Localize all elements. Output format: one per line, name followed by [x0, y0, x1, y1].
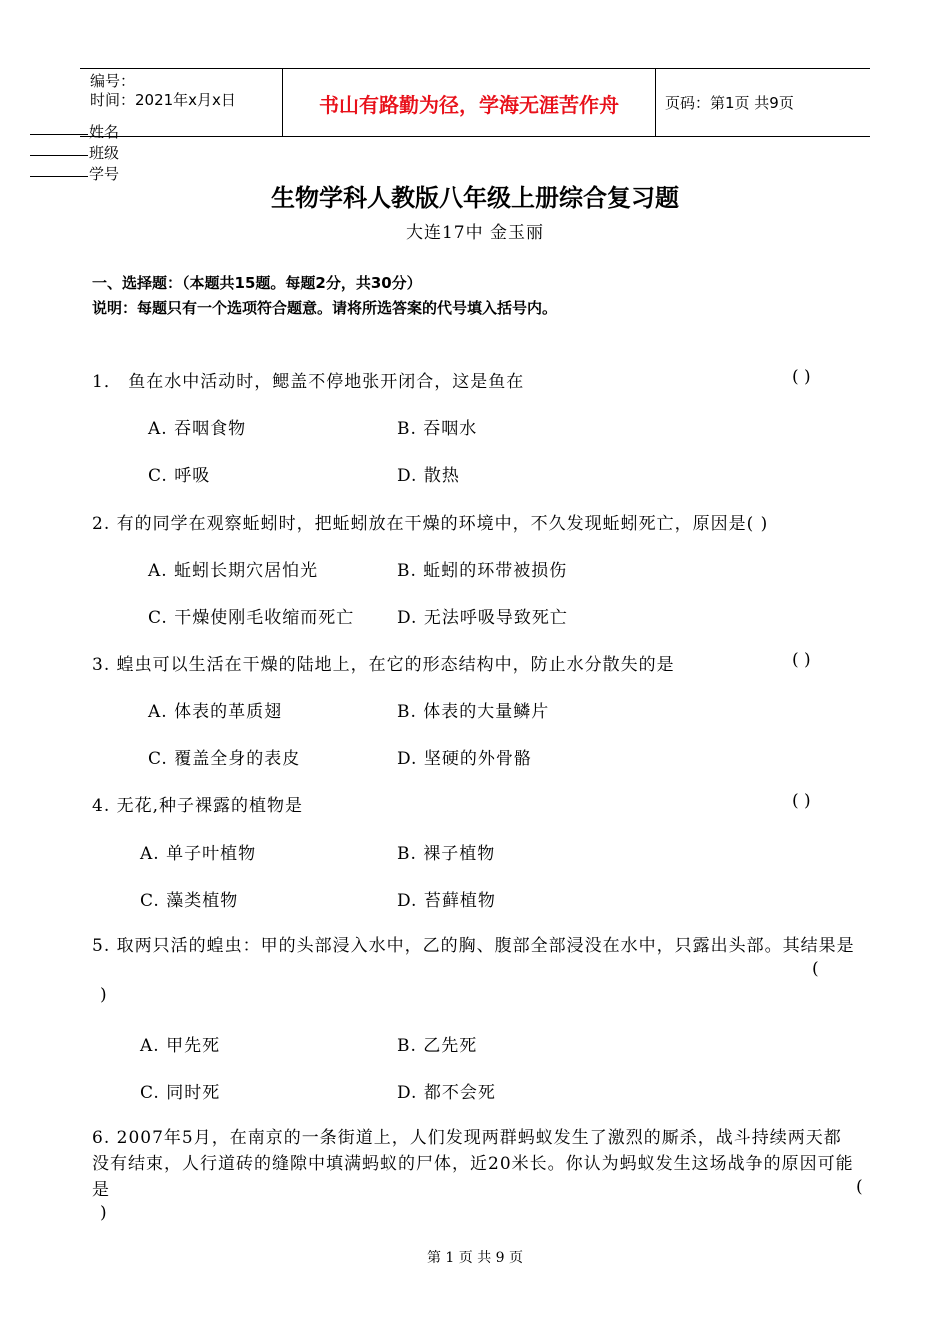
header-page-info: 页码：第1页 共9页	[665, 94, 794, 112]
question-1-option-a: A. 吞咽食物	[148, 419, 247, 439]
section-instruction: 说明：每题只有一个选项符合题意。请将所选答案的代号填入括号内。	[92, 299, 558, 317]
question-5-answer-paren-open[interactable]: (	[812, 959, 819, 979]
question-4-option-c: C. 藻类植物	[140, 891, 239, 911]
student-id-blank[interactable]	[30, 176, 88, 177]
question-3-stem: 3. 蝗虫可以生活在干燥的陆地上，在它的形态结构中，防止水分散失的是	[92, 655, 675, 675]
question-4-answer-paren[interactable]: ( )	[792, 791, 811, 811]
question-6-answer-paren-open[interactable]: (	[856, 1177, 863, 1197]
question-6-stem: 6. 2007年5月，在南京的一条街道上，人们发现两群蚂蚁发生了激烈的厮杀，战斗持续两天都没有结束，人行道砖的缝隙中填满蚂蚁的尸体，近20米长。你认为蚂蚁发生这场战争的原因可能是	[92, 1128, 854, 1200]
header-divider-right	[655, 68, 656, 137]
date-label: 时间：2021年x月x日	[90, 91, 236, 109]
section-heading: 一、选择题：（本题共15题。每题2分，共30分）	[92, 274, 422, 292]
class-label: 班级	[89, 144, 120, 162]
question-6-answer-paren-close: )	[100, 1203, 107, 1223]
question-5-answer-paren-close: )	[100, 985, 107, 1005]
question-2-option-d: D. 无法呼吸导致死亡	[397, 608, 568, 628]
question-4-stem: 4. 无花,种子裸露的植物是	[92, 796, 304, 816]
question-3-option-c: C. 覆盖全身的表皮	[148, 749, 301, 769]
page-footer: 第 1 页 共 9 页	[426, 1250, 524, 1266]
question-5-option-a: A. 甲先死	[140, 1036, 221, 1056]
serial-label: 编号：	[90, 72, 136, 90]
question-2-option-b: B. 蚯蚓的环带被损伤	[397, 561, 568, 581]
question-5-stem: 5. 取两只活的蝗虫：甲的头部浸入水中，乙的胸、腹部全部浸没在水中，只露出头部。其结果是	[92, 936, 855, 956]
author-line: 大连17中 金玉丽	[405, 223, 545, 243]
page-title: 生物学科人教版八年级上册综合复习题	[271, 184, 679, 212]
student-id-label: 学号	[89, 165, 120, 183]
question-3-answer-paren[interactable]: ( )	[792, 650, 811, 670]
question-1-option-d: D. 散热	[397, 466, 460, 486]
question-5-option-b: B. 乙先死	[397, 1036, 478, 1056]
name-label: 姓名	[89, 123, 120, 141]
header-bottom-rule	[80, 136, 870, 137]
question-3-option-b: B. 体表的大量鳞片	[397, 702, 550, 722]
question-2-stem: 2. 有的同学在观察蚯蚓时，把蚯蚓放在干燥的环境中，不久发现蚯蚓死亡，原因是( )	[92, 514, 769, 534]
question-3-option-a: A. 体表的革质翅	[148, 702, 283, 722]
question-1-answer-paren[interactable]: ( )	[792, 367, 811, 387]
header-top-rule	[80, 68, 870, 69]
name-blank[interactable]	[30, 134, 88, 135]
name-field[interactable]	[30, 121, 119, 142]
header-motto: 书山有路勤为径，学海无涯苦作舟	[319, 92, 619, 117]
question-4-option-d: D. 苔藓植物	[397, 891, 496, 911]
question-1-stem: 1． 鱼在水中活动时，鳃盖不停地张开闭合，这是鱼在	[92, 372, 525, 392]
class-blank[interactable]	[30, 155, 88, 156]
question-5-option-c: C. 同时死	[140, 1083, 221, 1103]
question-1-option-c: C. 呼吸	[148, 466, 211, 486]
header-left-cell	[90, 72, 236, 110]
question-1-option-b: B. 吞咽水	[397, 419, 478, 439]
question-2-option-c: C. 干燥使刚毛收缩而死亡	[148, 608, 355, 628]
question-4-option-b: B. 裸子植物	[397, 844, 496, 864]
question-2-option-a: A. 蚯蚓长期穴居怕光	[148, 561, 319, 581]
question-4-option-a: A. 单子叶植物	[140, 844, 257, 864]
class-field[interactable]	[30, 142, 119, 163]
question-3-option-d: D. 坚硬的外骨骼	[397, 749, 532, 769]
question-5-option-d: D. 都不会死	[397, 1083, 496, 1103]
